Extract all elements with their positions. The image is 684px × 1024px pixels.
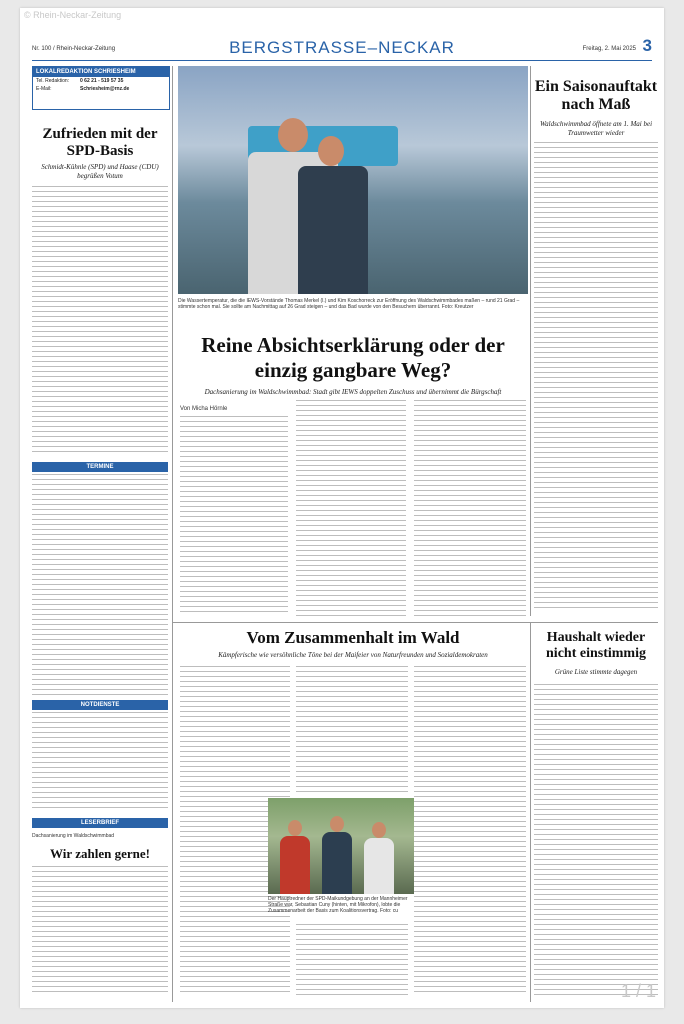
issue-date: Freitag, 2. Mai 2025 <box>582 46 636 52</box>
haushalt-subheadline: Grüne Liste stimmte dagegen <box>554 668 638 676</box>
wald-headline: Vom Zusammenhalt im Wald <box>246 628 460 647</box>
column-divider <box>530 622 531 1002</box>
column-divider <box>530 66 531 616</box>
spd-subheadline: Schmidt-Kühnle (SPD) und Haase (CDU) begrüßen Votum <box>41 163 159 180</box>
section-divider <box>172 622 658 623</box>
email-label: E-Mail: <box>36 86 52 92</box>
leserbrief-box-title: LESERBRIEF <box>32 818 168 828</box>
person-head <box>330 816 344 832</box>
maifeier-photo <box>268 798 414 894</box>
person-head <box>288 820 302 836</box>
spd-headline: Zufrieden mit der SPD-Basis <box>42 126 158 159</box>
section-title: BERGSTRASSE–NECKAR <box>229 38 455 57</box>
person-shirt <box>280 836 310 894</box>
page-number: 3 <box>642 36 652 55</box>
main-article-col1 <box>180 416 288 616</box>
email-value: Schriesheim@rnz.de <box>80 86 130 92</box>
tel-row <box>33 77 169 85</box>
spd-article-body <box>32 186 168 456</box>
column-divider <box>172 66 173 1002</box>
wald-article-col3 <box>414 666 526 996</box>
person-head <box>372 822 386 838</box>
lokalredaktion-title: LOKALREDAKTION SCHRIESHEIM <box>33 67 169 77</box>
main-article-col3 <box>414 400 526 616</box>
person-shirt <box>364 838 394 894</box>
saison-article-body <box>534 142 658 610</box>
saison-subheadline: Waldschwimmbad öffnete am 1. Mai bei Traumwetter wieder <box>539 120 653 137</box>
wald-article-col2-cont <box>296 924 408 996</box>
maifeier-photo-caption: Der Hauptredner der SPD-Maikundgebung an der Mannheimer Straße war, Sebastian Cuny (hinten, mit Mikrofon), lobte die Zusammenarbeit der Basis zum Koalitionsvertrag. Foto: cu <box>268 896 408 914</box>
tel-label: Tel. Redaktion: <box>36 78 70 84</box>
person-shirt <box>298 166 368 294</box>
main-headline: Reine Absichtserklärung oder der einzig gangbare Weg? <box>201 333 505 382</box>
pool-photo <box>178 66 528 294</box>
tel-value: 0 62 21 - 519 57 35 <box>80 78 124 84</box>
lokalredaktion-box <box>32 66 170 110</box>
page-counter: 1 / 1 <box>620 981 656 1001</box>
leserbrief-kicker: Dachsanierung im Waldschwimmbad <box>32 833 115 839</box>
termine-list <box>32 474 168 696</box>
leserbrief-headline: Wir zahlen gerne! <box>50 846 150 861</box>
haushalt-headline: Haushalt wieder nicht einstimmig <box>546 630 646 661</box>
person-head <box>278 118 308 152</box>
issue-info: Nr. 100 / Rhein-Neckar-Zeitung <box>32 46 116 52</box>
wald-subheadline: Kämpferische wie versöhnliche Töne bei der Maifeier von Naturfreunden und Sozialdemokraten <box>218 651 488 659</box>
newspaper-page <box>20 8 664 1008</box>
email-row <box>33 85 169 93</box>
leserbrief-body <box>32 866 168 996</box>
watermark: © Rhein-Neckar-Zeitung <box>24 10 122 20</box>
notdienste-box-title: NOTDIENSTE <box>32 700 168 710</box>
main-byline: Von Micha Hörnle <box>180 406 228 412</box>
main-subheadline: Dachsanierung im Waldschwimmbad: Stadt gibt IEWS doppelten Zuschuss und übernimmt die Bürgschaft <box>204 388 502 396</box>
person-head <box>318 136 344 166</box>
main-article-col2 <box>296 400 406 616</box>
notdienste-list <box>32 712 168 812</box>
haushalt-article-body <box>534 684 658 996</box>
person-shirt <box>322 832 352 894</box>
termine-box-title: TERMINE <box>32 462 168 472</box>
saison-headline: Ein Saisonauftakt nach Maß <box>534 78 658 113</box>
pool-photo-caption: Die Wassertemperatur, die die IEWS-Vorstände Thomas Merkel (l.) und Kim Koschorreck zur Eröffnung des Waldschwimmbades maßen – rund 21 Grad – stimmte schon mal. Sie sollte am Nachmittag auf 26 Grad steigen – und das Bad wurde von den Besuchern überrannt. Foto: Kreutzer <box>178 298 520 310</box>
wald-article-col2 <box>296 666 408 796</box>
page-header <box>32 34 652 61</box>
